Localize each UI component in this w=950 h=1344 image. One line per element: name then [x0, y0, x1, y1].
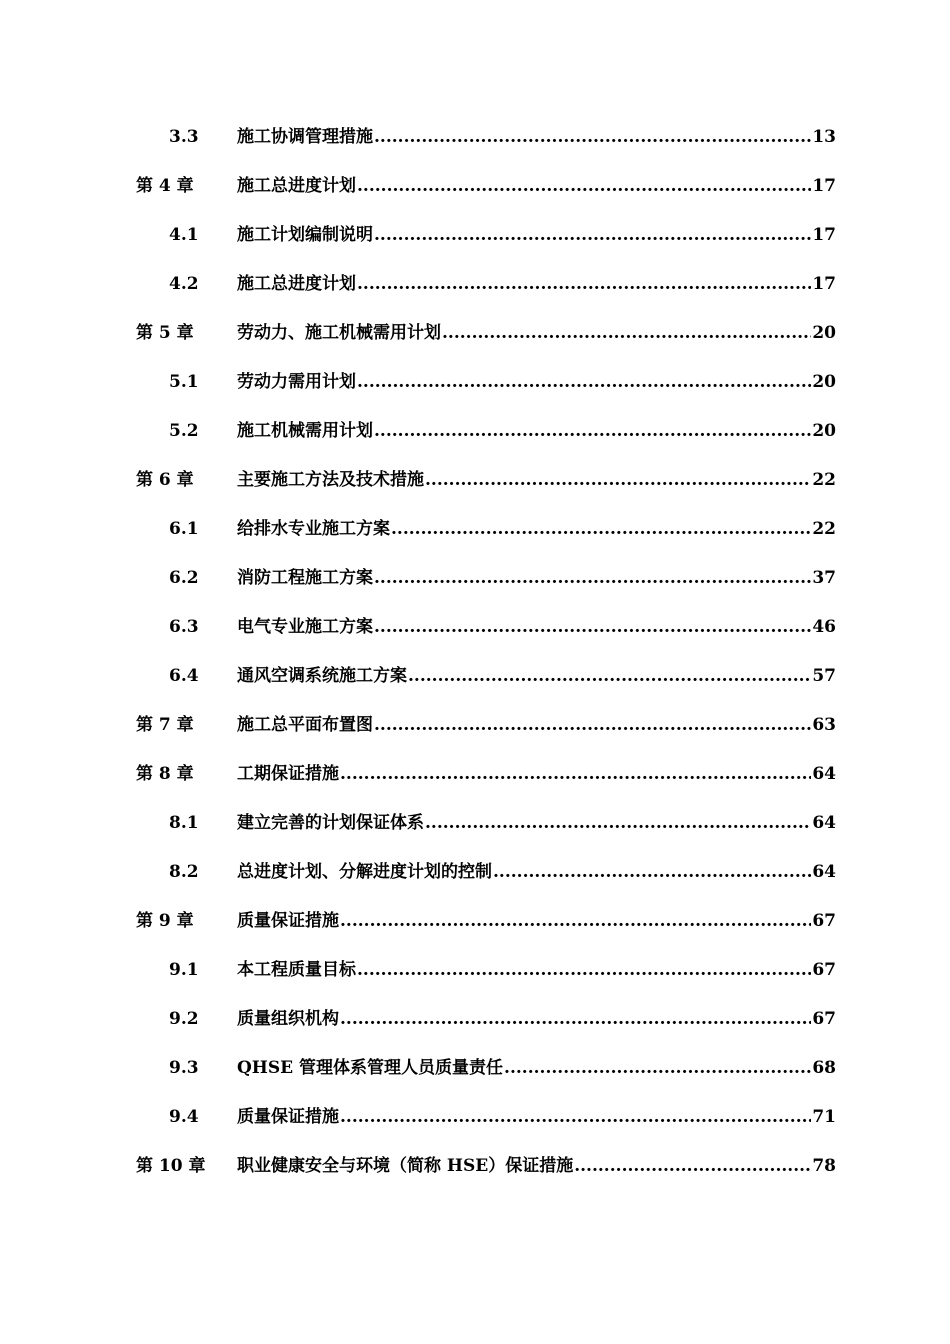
toc-entry-leader-line: [237, 215, 836, 255]
toc-dot-leader: [425, 460, 811, 500]
toc-entry-number: 6.1: [169, 519, 199, 539]
toc-entry-chapter[interactable]: [0, 166, 950, 215]
toc-entry-section[interactable]: [0, 411, 950, 460]
toc-entry-section[interactable]: [0, 950, 950, 999]
toc-entry-title: 施工总进度计划: [237, 274, 356, 294]
toc-entry-title: 给排水专业施工方案: [237, 519, 390, 539]
toc-entry-page-number: 64: [812, 862, 836, 882]
toc-entry-leader-line: [237, 117, 836, 157]
toc-entry-section[interactable]: [0, 852, 950, 901]
toc-entry-chapter[interactable]: [0, 705, 950, 754]
toc-entry-page-number: 64: [812, 813, 836, 833]
toc-entry-section[interactable]: [0, 362, 950, 411]
toc-entry-section[interactable]: [0, 117, 950, 166]
toc-entry-chapter[interactable]: [0, 901, 950, 950]
toc-entry-number: 5.2: [169, 421, 199, 441]
toc-entry-page-number: 57: [812, 666, 836, 686]
toc-entry-leader-line: [237, 509, 836, 549]
toc-dot-leader: [357, 950, 811, 990]
toc-entry-title: 建立完善的计划保证体系: [237, 813, 424, 833]
toc-entry-number: 6.2: [169, 568, 199, 588]
toc-dot-leader: [374, 215, 811, 255]
toc-entry-section[interactable]: [0, 215, 950, 264]
toc-entry-title: QHSE 管理体系管理人员质量责任: [237, 1058, 504, 1078]
toc-entry-number: 第 10 章: [136, 1156, 206, 1176]
toc-entry-section[interactable]: [0, 999, 950, 1048]
toc-entry-leader-line: [237, 999, 836, 1039]
toc-entry-number: 8.2: [169, 862, 199, 882]
toc-dot-leader: [374, 705, 811, 745]
toc-entry-number: 4.2: [169, 274, 199, 294]
toc-dot-leader: [408, 656, 811, 696]
toc-entry-page-number: 13: [812, 127, 836, 147]
table-of-contents: [0, 117, 950, 1195]
toc-entry-title: 消防工程施工方案: [237, 568, 373, 588]
toc-entry-leader-line: [237, 705, 836, 745]
toc-dot-leader: [374, 558, 811, 598]
toc-entry-number: 第 5 章: [136, 323, 194, 343]
toc-dot-leader: [391, 509, 811, 549]
toc-entry-number: 第 6 章: [136, 470, 194, 490]
toc-dot-leader: [574, 1146, 811, 1186]
toc-entry-leader-line: [237, 901, 836, 941]
toc-entry-page-number: 67: [812, 1009, 836, 1029]
toc-entry-leader-line: [237, 558, 836, 598]
toc-entry-title: 通风空调系统施工方案: [237, 666, 407, 686]
toc-entry-title: 质量保证措施: [237, 911, 339, 931]
toc-entry-title: 质量保证措施: [237, 1107, 339, 1127]
toc-entry-page-number: 20: [812, 372, 836, 392]
toc-dot-leader: [340, 754, 811, 794]
toc-entry-page-number: 68: [812, 1058, 836, 1078]
toc-entry-page-number: 17: [812, 176, 836, 196]
toc-entry-leader-line: [237, 411, 836, 451]
toc-entry-leader-line: [237, 803, 836, 843]
toc-entry-leader-line: [237, 656, 836, 696]
toc-entry-page-number: 22: [812, 470, 836, 490]
toc-entry-title: 施工协调管理措施: [237, 127, 373, 147]
toc-entry-section[interactable]: [0, 509, 950, 558]
toc-dot-leader: [493, 852, 811, 892]
toc-entry-title: 本工程质量目标: [237, 960, 356, 980]
toc-entry-leader-line: [237, 950, 836, 990]
toc-entry-leader-line: [237, 166, 836, 206]
toc-entry-title: 质量组织机构: [237, 1009, 339, 1029]
toc-entry-number: 9.4: [169, 1107, 199, 1127]
toc-entry-number: 第 8 章: [136, 764, 194, 784]
toc-entry-section[interactable]: [0, 607, 950, 656]
toc-entry-chapter[interactable]: [0, 1146, 950, 1195]
toc-entry-page-number: 22: [812, 519, 836, 539]
toc-dot-leader: [357, 264, 811, 304]
toc-entry-page-number: 17: [812, 274, 836, 294]
toc-entry-number: 9.1: [169, 960, 199, 980]
toc-entry-number: 6.3: [169, 617, 199, 637]
toc-entry-page-number: 67: [812, 911, 836, 931]
toc-entry-number: 9.2: [169, 1009, 199, 1029]
toc-entry-page-number: 64: [812, 764, 836, 784]
toc-dot-leader: [425, 803, 811, 843]
toc-dot-leader: [374, 607, 811, 647]
toc-entry-title: 总进度计划、分解进度计划的控制: [237, 862, 492, 882]
toc-entry-leader-line: [237, 1146, 836, 1186]
toc-entry-title: 施工总平面布置图: [237, 715, 373, 735]
toc-dot-leader: [442, 313, 811, 353]
toc-entry-section[interactable]: [0, 558, 950, 607]
toc-entry-number: 第 9 章: [136, 911, 194, 931]
toc-entry-page-number: 63: [812, 715, 836, 735]
toc-dot-leader: [357, 166, 811, 206]
toc-entry-leader-line: [237, 460, 836, 500]
toc-entry-number: 9.3: [169, 1058, 199, 1078]
toc-entry-page-number: 20: [812, 323, 836, 343]
toc-entry-leader-line: [237, 362, 836, 402]
toc-entry-leader-line: [237, 313, 836, 353]
toc-entry-title: 电气专业施工方案: [237, 617, 373, 637]
toc-entry-section[interactable]: [0, 264, 950, 313]
toc-dot-leader: [374, 117, 811, 157]
toc-entry-number: 6.4: [169, 666, 199, 686]
toc-entry-leader-line: [237, 1097, 836, 1137]
toc-entry-page-number: 67: [812, 960, 836, 980]
toc-entry-chapter[interactable]: [0, 754, 950, 803]
toc-entry-title: 劳动力、施工机械需用计划: [237, 323, 441, 343]
toc-entry-number: 8.1: [169, 813, 199, 833]
toc-entry-leader-line: [237, 754, 836, 794]
toc-entry-number: 第 7 章: [136, 715, 194, 735]
toc-entry-title: 施工机械需用计划: [237, 421, 373, 441]
toc-entry-number: 第 4 章: [136, 176, 194, 196]
toc-entry-title: 劳动力需用计划: [237, 372, 356, 392]
toc-entry-chapter[interactable]: [0, 313, 950, 362]
toc-entry-page-number: 46: [812, 617, 836, 637]
toc-entry-leader-line: [237, 607, 836, 647]
toc-entry-number: 4.1: [169, 225, 199, 245]
toc-dot-leader: [374, 411, 811, 451]
toc-entry-title: 职业健康安全与环境（简称 HSE）保证措施: [237, 1156, 574, 1176]
toc-entry-chapter[interactable]: [0, 460, 950, 509]
toc-entry-title: 施工总进度计划: [237, 176, 356, 196]
toc-entry-title: 工期保证措施: [237, 764, 339, 784]
toc-entry-page-number: 71: [812, 1107, 836, 1127]
toc-entry-leader-line: [237, 1048, 836, 1088]
toc-entry-number: 5.1: [169, 372, 199, 392]
toc-entry-section[interactable]: [0, 1097, 950, 1146]
toc-entry-section[interactable]: [0, 803, 950, 852]
toc-entry-page-number: 37: [812, 568, 836, 588]
toc-dot-leader: [340, 999, 811, 1039]
toc-dot-leader: [340, 1097, 811, 1137]
toc-entry-title: 主要施工方法及技术措施: [237, 470, 424, 490]
toc-entry-page-number: 20: [812, 421, 836, 441]
toc-entry-leader-line: [237, 264, 836, 304]
toc-entry-page-number: 17: [812, 225, 836, 245]
toc-entry-title: 施工计划编制说明: [237, 225, 373, 245]
toc-dot-leader: [340, 901, 811, 941]
toc-entry-leader-line: [237, 852, 836, 892]
toc-entry-section[interactable]: [0, 1048, 950, 1097]
toc-dot-leader: [357, 362, 811, 402]
toc-entry-section[interactable]: [0, 656, 950, 705]
toc-dot-leader: [504, 1048, 811, 1088]
toc-entry-number: 3.3: [169, 127, 199, 147]
toc-entry-page-number: 78: [812, 1156, 836, 1176]
